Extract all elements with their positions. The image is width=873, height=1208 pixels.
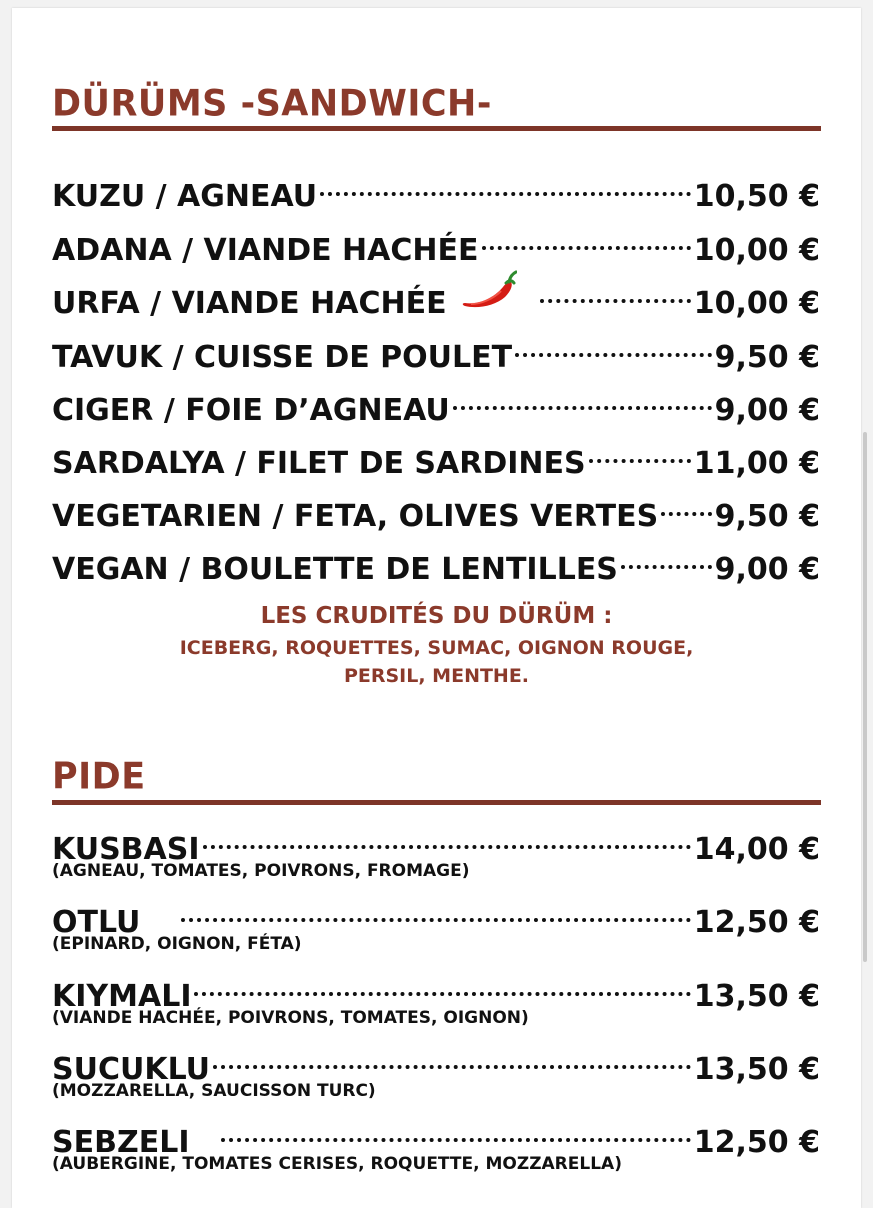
item-description: (AGNEAU, TOMATES, POIVRONS, FROMAGE): [52, 861, 470, 881]
menu-item-sardalya: [52, 433, 820, 481]
menu-item-sebzeli: [52, 1112, 820, 1160]
item-description: (MOZZARELLA, SAUCISSON TURC): [52, 1081, 376, 1101]
item-price: 10,00 €: [693, 233, 820, 268]
menu-item-vegan: [52, 539, 820, 587]
menu-item-ciger: [52, 380, 820, 428]
dot-leader: [213, 1039, 691, 1079]
item-name: ADANA / VIANDE HACHÉE: [52, 233, 479, 268]
item-price: 10,50 €: [693, 179, 820, 214]
item-name: URFA / VIANDE HACHÉE: [52, 286, 447, 321]
dot-leader: [320, 166, 691, 206]
menu-item-kuzu: [52, 166, 820, 214]
item-price: 13,50 €: [693, 1052, 820, 1087]
section-divider-durums: [52, 126, 821, 131]
menu-item-urfa: [52, 273, 820, 321]
item-name: TAVUK / CUISSE DE POULET: [52, 340, 513, 375]
item-name: KUZU / AGNEAU: [52, 179, 318, 214]
section-title-pide: PIDE: [52, 756, 146, 798]
dot-leader: [194, 966, 690, 1006]
item-price: 14,00 €: [693, 832, 820, 867]
item-price: 9,00 €: [714, 393, 820, 428]
chili-pepper-icon: [459, 269, 517, 309]
item-name: VEGAN / BOULETTE DE LENTILLES: [52, 552, 618, 587]
item-price: 13,50 €: [693, 979, 820, 1014]
dot-leader: [540, 273, 691, 313]
crudites-line-2: PERSIL, MENTHE.: [343, 665, 530, 687]
item-name: VEGETARIEN / FETA, OLIVES VERTES: [52, 499, 659, 534]
item-name: SEBZELI: [52, 1125, 190, 1160]
item-name: CIGER / FOIE D’AGNEAU: [52, 393, 450, 428]
item-name: OTLU: [52, 905, 141, 940]
dot-leader: [221, 1112, 691, 1152]
dot-leader: [482, 220, 691, 260]
item-price: 9,00 €: [714, 552, 820, 587]
item-name: KUSBASI: [52, 832, 200, 867]
item-price: 10,00 €: [693, 286, 820, 321]
menu-item-sucuklu: [52, 1039, 820, 1087]
item-name: KIYMALI: [52, 979, 192, 1014]
dot-leader: [453, 380, 712, 420]
section-divider-pide: [52, 800, 821, 805]
menu-item-vegetarien: [52, 486, 820, 534]
item-name: SARDALYA / FILET DE SARDINES: [52, 446, 586, 481]
item-price: 12,50 €: [693, 1125, 820, 1160]
crudites-title: LES CRUDITÉS DU DÜRÜM :: [260, 603, 613, 629]
item-description: (VIANDE HACHÉE, POIVRONS, TOMATES, OIGNON): [52, 1008, 529, 1028]
item-description: (AUBERGINE, TOMATES CERISES, ROQUETTE, MOZZARELLA): [52, 1154, 622, 1174]
menu-item-tavuk: [52, 327, 820, 375]
item-price: 9,50 €: [714, 340, 820, 375]
item-price: 9,50 €: [714, 499, 820, 534]
dot-leader: [589, 433, 691, 473]
dot-leader: [515, 327, 712, 367]
dot-leader: [203, 819, 691, 859]
menu-page[interactable]: [12, 8, 861, 1208]
vertical-scrollbar[interactable]: [863, 432, 867, 962]
section-title-durums: DÜRÜMS -SANDWICH-: [52, 83, 492, 125]
item-name: SUCUKLU: [52, 1052, 210, 1087]
dot-leader: [181, 892, 690, 932]
item-price: 11,00 €: [693, 446, 820, 481]
dot-leader: [661, 486, 711, 526]
menu-item-kusbasi: [52, 819, 820, 867]
menu-item-adana: [52, 220, 820, 268]
crudites-line-1: ICEBERG, ROQUETTES, SUMAC, OIGNON ROUGE,: [179, 637, 694, 659]
menu-item-otlu: [52, 892, 820, 940]
dot-leader: [621, 539, 712, 579]
item-price: 12,50 €: [693, 905, 820, 940]
item-description: (EPINARD, OIGNON, FÉTA): [52, 934, 302, 954]
menu-item-kiymali: [52, 966, 820, 1014]
